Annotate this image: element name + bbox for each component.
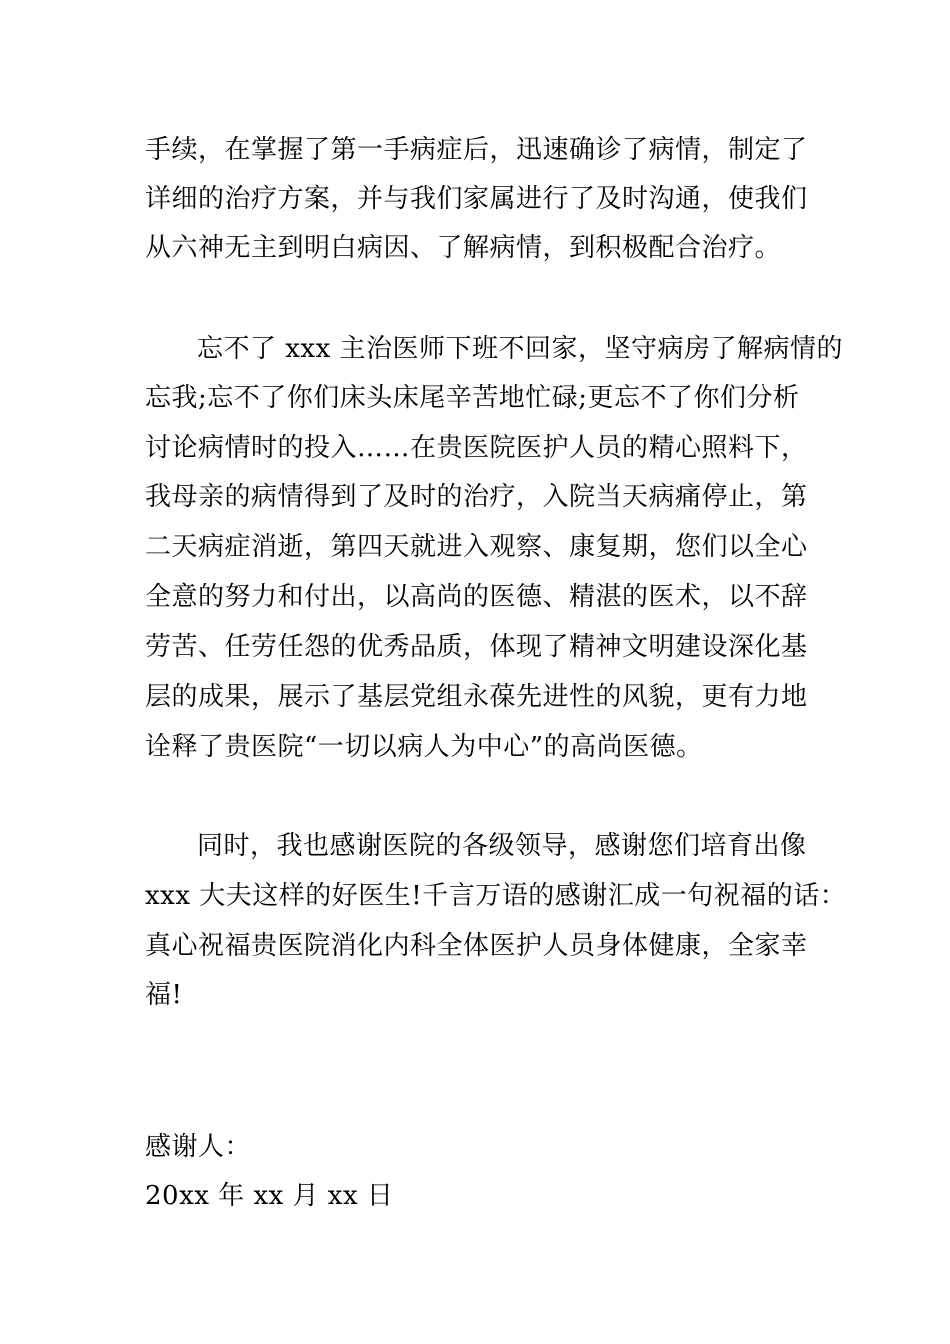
paragraph-2-line-8: 层的成果，展示了基层党组永葆先进性的风貌，更有力地: [145, 682, 808, 712]
signature-label: 感谢人：: [145, 1132, 252, 1162]
paragraph-3-line-1: 同时，我也感谢医院的各级领导，感谢您们培育出像: [197, 831, 807, 861]
paragraph-1-line-1: 手续，在掌握了第一手病症后，迅速确诊了病情，制定了: [145, 135, 808, 165]
paragraph-2-line-6: 全意的努力和付出，以高尚的医德、精湛的医术，以不辞: [145, 582, 808, 612]
paragraph-2-line-1: 忘不了 xxx 主治医师下班不回家，坚守病房了解病情的: [197, 334, 844, 364]
paragraph-3-line-2: xxx 大夫这样的好医生!千言万语的感谢汇成一句祝福的话：: [145, 881, 847, 911]
paragraph-3-line-4: 福!: [145, 980, 183, 1010]
signature-date: 20xx 年 xx 月 xx 日: [145, 1181, 394, 1211]
paragraph-2-line-5: 二天病症消逝，第四天就进入观察、康复期，您们以全心: [145, 532, 808, 562]
paragraph-2-line-2: 忘我;忘不了你们床头床尾辛苦地忙碌;更忘不了你们分析: [145, 383, 800, 413]
paragraph-1-line-3: 从六神无主到明白病因、了解病情，到积极配合治疗。: [145, 233, 782, 263]
paragraph-1-line-2: 详细的治疗方案，并与我们家属进行了及时沟通，使我们: [145, 184, 808, 214]
paragraph-2-line-3: 讨论病情时的投入……在贵医院医护人员的精心照料下，: [145, 433, 808, 463]
paragraph-2-line-4: 我母亲的病情得到了及时的治疗，入院当天病痛停止，第: [145, 482, 808, 512]
paragraph-3-line-3: 真心祝福贵医院消化内科全体医护人员身体健康，全家幸: [145, 931, 808, 961]
paragraph-2-line-9: 诠释了贵医院“一切以病人为中心”的高尚医德。: [145, 732, 703, 762]
paragraph-2-line-7: 劳苦、任劳任怨的优秀品质，体现了精神文明建设深化基: [145, 632, 808, 662]
